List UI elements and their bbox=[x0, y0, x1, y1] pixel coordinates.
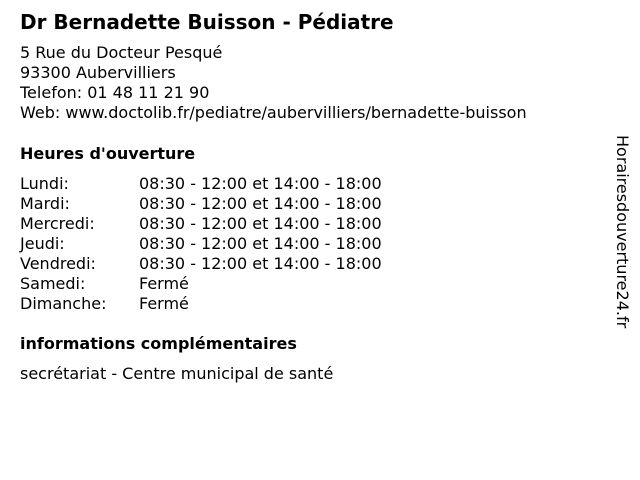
day-label: Samedi: bbox=[20, 274, 86, 293]
day-label: Vendredi: bbox=[20, 254, 96, 273]
phone-label: Telefon: bbox=[20, 83, 83, 102]
page-title: Dr Bernadette Buisson - Pédiatre bbox=[20, 10, 394, 34]
phone-line bbox=[20, 83, 527, 103]
info-heading: informations complémentaires bbox=[20, 334, 297, 353]
address-block bbox=[20, 43, 527, 123]
info-text: secrétariat - Centre municipal de santé bbox=[20, 364, 334, 383]
street-address: 5 Rue du Docteur Pesqué bbox=[20, 43, 223, 62]
day-hours: 08:30 - 12:00 et 14:00 - 18:00 bbox=[139, 234, 382, 253]
hours-heading: Heures d'ouverture bbox=[20, 144, 196, 163]
site-watermark: Horairesdouverture24.fr bbox=[613, 135, 632, 329]
phone-number: 01 48 11 21 90 bbox=[87, 83, 210, 102]
day-label: Jeudi: bbox=[20, 234, 65, 253]
day-hours: Fermé bbox=[139, 274, 189, 293]
web-url: www.doctolib.fr/pediatre/aubervilliers/bernadette-buisson bbox=[65, 103, 527, 122]
day-hours: 08:30 - 12:00 et 14:00 - 18:00 bbox=[139, 194, 382, 213]
day-hours: 08:30 - 12:00 et 14:00 - 18:00 bbox=[139, 214, 382, 233]
day-label: Mercredi: bbox=[20, 214, 95, 233]
web-line bbox=[20, 103, 527, 123]
day-label: Mardi: bbox=[20, 194, 70, 213]
city-address: 93300 Aubervilliers bbox=[20, 63, 176, 82]
day-hours: Fermé bbox=[139, 294, 189, 313]
day-hours: 08:30 - 12:00 et 14:00 - 18:00 bbox=[139, 174, 382, 193]
day-label: Dimanche: bbox=[20, 294, 107, 313]
day-label: Lundi: bbox=[20, 174, 69, 193]
web-label: Web: bbox=[20, 103, 61, 122]
day-hours: 08:30 - 12:00 et 14:00 - 18:00 bbox=[139, 254, 382, 273]
